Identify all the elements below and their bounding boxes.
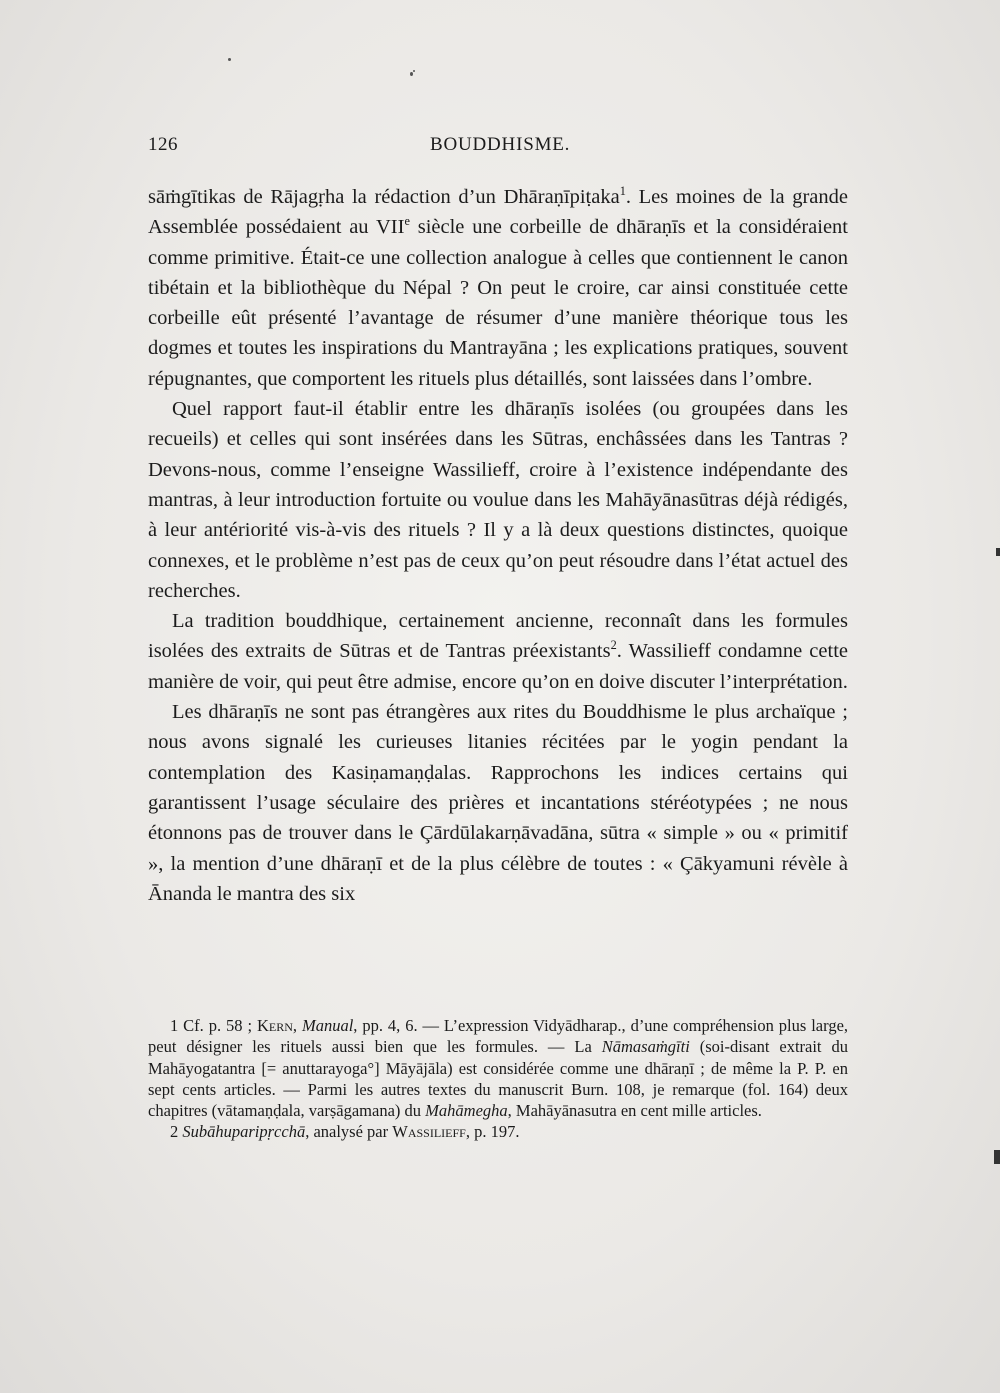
work-title: Manual [301, 1016, 354, 1035]
paragraph-text: La tradition bouddhique, certainement ancienne, reconnaît dans les formules isolées des extraits de Sūtras et de Tantras préexistants [148, 610, 848, 663]
paragraph: Les dhāraṇīs ne sont pas étrangères aux rites du Bouddhisme le plus archaïque ; nous avons signalé les curieuses litanies récitées par le yogin pendant la contemplation des Kasiṇamaṇḍalas. Rapprochons les indices certains qui garantissent l’usage séculaire des prières et incantations stéréotypées ; ne nous étonnons pas de trouver dans le Çārdūlakarṇāvadāna, sūtra « simple » ou « primitif », la mention d’une dhāraṇī et de la plus célèbre de toutes : « Çākyamuni révèle à Ānanda le mantra des six [148, 701, 848, 905]
paragraph-text: sāṁgītikas de Rājagṛha la rédaction d’un Dhāraṇīpiṭaka [148, 186, 620, 208]
footnote-marker: 2 [170, 1122, 179, 1142]
footnote-text: , [292, 1016, 302, 1035]
footnote [148, 1015, 848, 1121]
edge-mark [996, 548, 1000, 556]
footnotes [148, 1015, 848, 1143]
footnote-text: , Mahāyānasutra en cent mille articles. [507, 1101, 762, 1121]
footnote-marker: 1 [170, 1016, 179, 1035]
footnote-text: Cf. p. 58 ; [178, 1016, 257, 1035]
edge-mark [994, 1150, 1000, 1164]
footnote-ref: 1 [619, 184, 626, 199]
work-title: Mahāmegha [425, 1101, 508, 1121]
paragraph-text: siècle une corbeille de dhāraṇīs et la considéraient comme primitive. Était-ce une collection analogue à celles que contiennent le canon tibétain et la bibliothèque du Népal ? On peut le croire, car ainsi constituée cette corbeille eût présenté l’avantage de résumer d’une manière théorique tous les dogmes et toutes les inspirations du Mantrayāna ; les explications pratiques, souvent répugnantes, que comportent les rituels plus détaillés, sont laissées dans l’ombre. [148, 216, 849, 390]
paragraph [148, 182, 848, 394]
footnote-text: , p. 197. [465, 1122, 520, 1142]
footnote-text: , analysé par [305, 1122, 393, 1142]
page-number: 126 [148, 134, 178, 155]
paragraph-text: . Les moines de la grande Assemblée possédaient au VII [148, 186, 849, 239]
footnote-text: (soi-disant extrait du Mahāyogatantra [= anuttarayoga°] Māyājāla) est considérée comme une dhāraṇī ; de même la P. P. en sept cents articles. — Parmi les autres textes du manuscrit Burn. 108, je remarque (fol. 164) deux chapitres (vātamaṇḍala, varṣāgamana) du [148, 1037, 848, 1121]
work-title: Nāmasaṁgīti [601, 1037, 690, 1057]
paragraph [148, 606, 848, 697]
work-title: Subāhuparipṛcchā [182, 1122, 306, 1142]
paragraph: Quel rapport faut-il établir entre les dhāraṇīs isolées (ou groupées dans les recueils) et celles qui sont insérées dans les Sūtras, enchâssées dans les Tantras ? Devons-nous, comme l’enseigne Wassilieff, croire à l’existence indépendante des mantras, à leur introduction fortuite ou voulue dans les Mahāyānasūtras déjà rédigés, à leur antériorité vis-à-vis des rituels ? Il y a là deux questions distinctes, quoique connexes, et le problème n’est pas de ceux qu’on peut résoudre dans l’état actuel des recherches. [148, 398, 848, 602]
author-name: Kern [256, 1016, 293, 1035]
running-title: BOUDDHISME. [430, 134, 571, 155]
footnote-ref: 2 [610, 638, 617, 653]
author-name: Wassilieff [392, 1122, 466, 1142]
footnote-text: , pp. 4, 6. — L’expression Vidyādharap., d’une compréhension plus large, peut désigner les rituels aussi bien que les formules. — La [148, 1016, 849, 1057]
paragraph-text: . Wassilieff condamne cette manière de voir, qui peut être admise, encore qu’on en doive discuter l’interprétation. [148, 640, 848, 693]
superscript: e [404, 214, 410, 229]
footnote [148, 1121, 848, 1142]
running-head [148, 134, 848, 164]
body-text [148, 182, 848, 909]
